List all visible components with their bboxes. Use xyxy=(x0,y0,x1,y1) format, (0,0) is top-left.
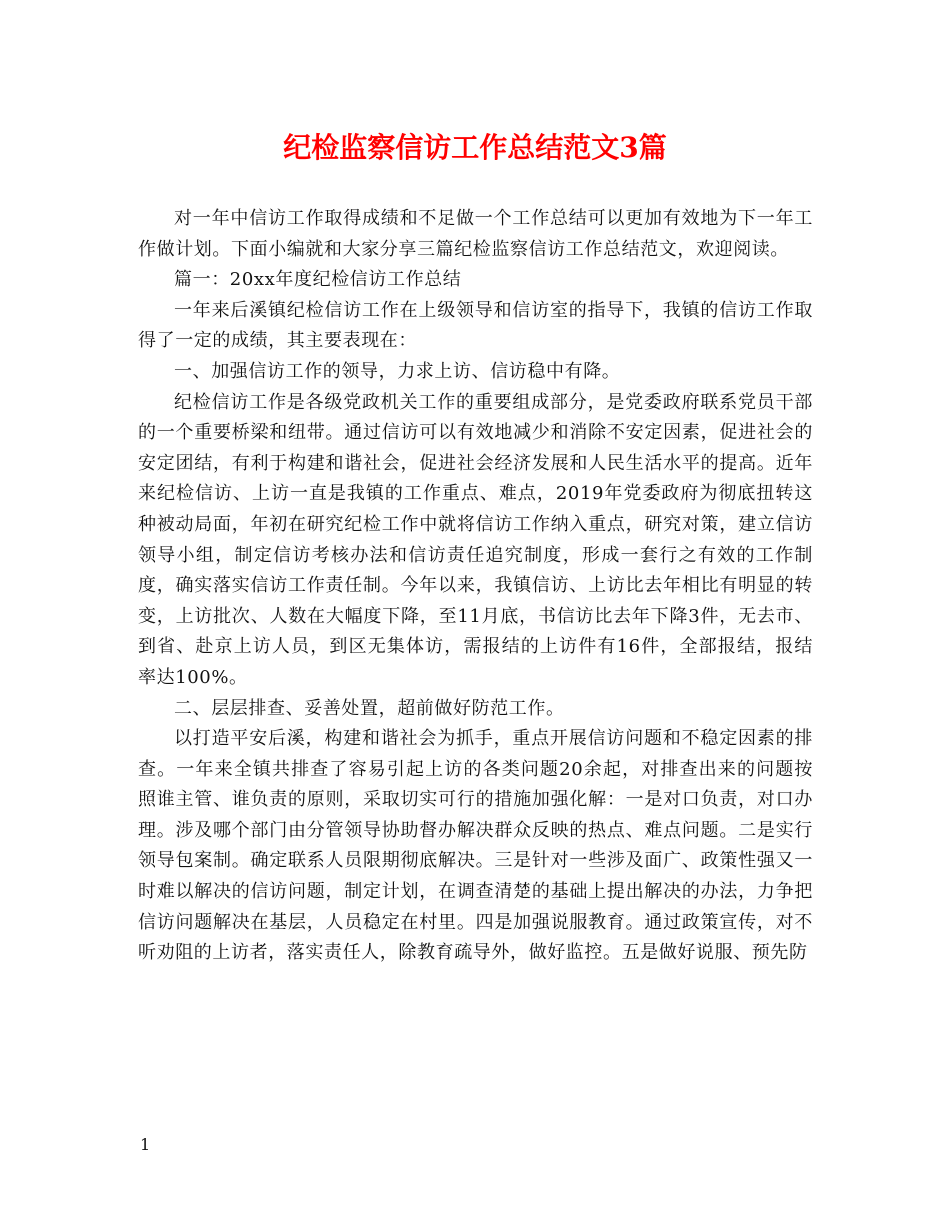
paragraph: 以打造平安后溪，构建和谐社会为抓手，重点开展信访问题和不稳定因素的排查。一年来全镇共排查了容易引起上访的各类问题20余起，对排查出来的问题按照谁主管、谁负责的原则，采取切实可行的措施加强化解：一是对口负责，对口办理。涉及哪个部门由分管领导协助督办解决群众反映的热点、难点问题。二是实行领导包案制。确定联系人员限期彻底解决。三是针对一些涉及面广、政策性强又一时难以解决的信访问题，制定计划，在调查清楚的基础上提出解决的办法，力争把信访问题解决在基层，人员稳定在村里。四是加强说服教育。通过政策宣传，对不听劝阻的上访者，落实责任人，除教育疏导外，做好监控。五是做好说服、预先防 xyxy=(138,728,813,964)
document-title: 纪检监察信访工作总结范文3篇 xyxy=(283,131,667,164)
paragraph-section-heading: 篇一：20xx年度纪检信访工作总结 xyxy=(174,269,462,291)
page-number: 1 xyxy=(140,1135,151,1154)
paragraph-intro: 对一年中信访工作取得成绩和不足做一个工作总结可以更加有效地为下一年工作做计划。下面小编就和大家分享三篇纪检监察信访工作总结范文，欢迎阅读。 xyxy=(138,208,813,260)
document-body xyxy=(138,204,813,969)
paragraph: 纪检信访工作是各级党政机关工作的重要组成部分，是党委政府联系党员干部的一个重要桥梁和纽带。通过信访可以有效地减少和消除不安定因素，促进社会的安定团结，有利于构建和谐社会，促进社会经济发展和人民生活水平的提高。近年来纪检信访、上访一直是我镇的工作重点、难点，2019年党委政府为彻底扭转这种被动局面，年初在研究纪检工作中就将信访工作纳入重点，研究对策，建立信访领导小组，制定信访考核办法和信访责任追究制度，形成一套行之有效的工作制度，确实落实信访工作责任制。今年以来，我镇信访、上访比去年相比有明显的转变，上访批次、人数在大幅度下降，至11月底，书信访比去年下降3件，无去市、到省、赴京上访人员，到区无集体访，需报结的上访件有16件，全部报结，报结率达100%。 xyxy=(138,391,813,688)
paragraph: 一年来后溪镇纪检信访工作在上级领导和信访室的指导下，我镇的信访工作取得了一定的成绩，其主要表现在： xyxy=(138,299,813,352)
paragraph-subheading: 二、层层排查、妥善处置，超前做好防范工作。 xyxy=(174,697,565,719)
paragraph-subheading: 一、加强信访工作的领导，力求上访、信访稳中有降。 xyxy=(174,360,621,382)
